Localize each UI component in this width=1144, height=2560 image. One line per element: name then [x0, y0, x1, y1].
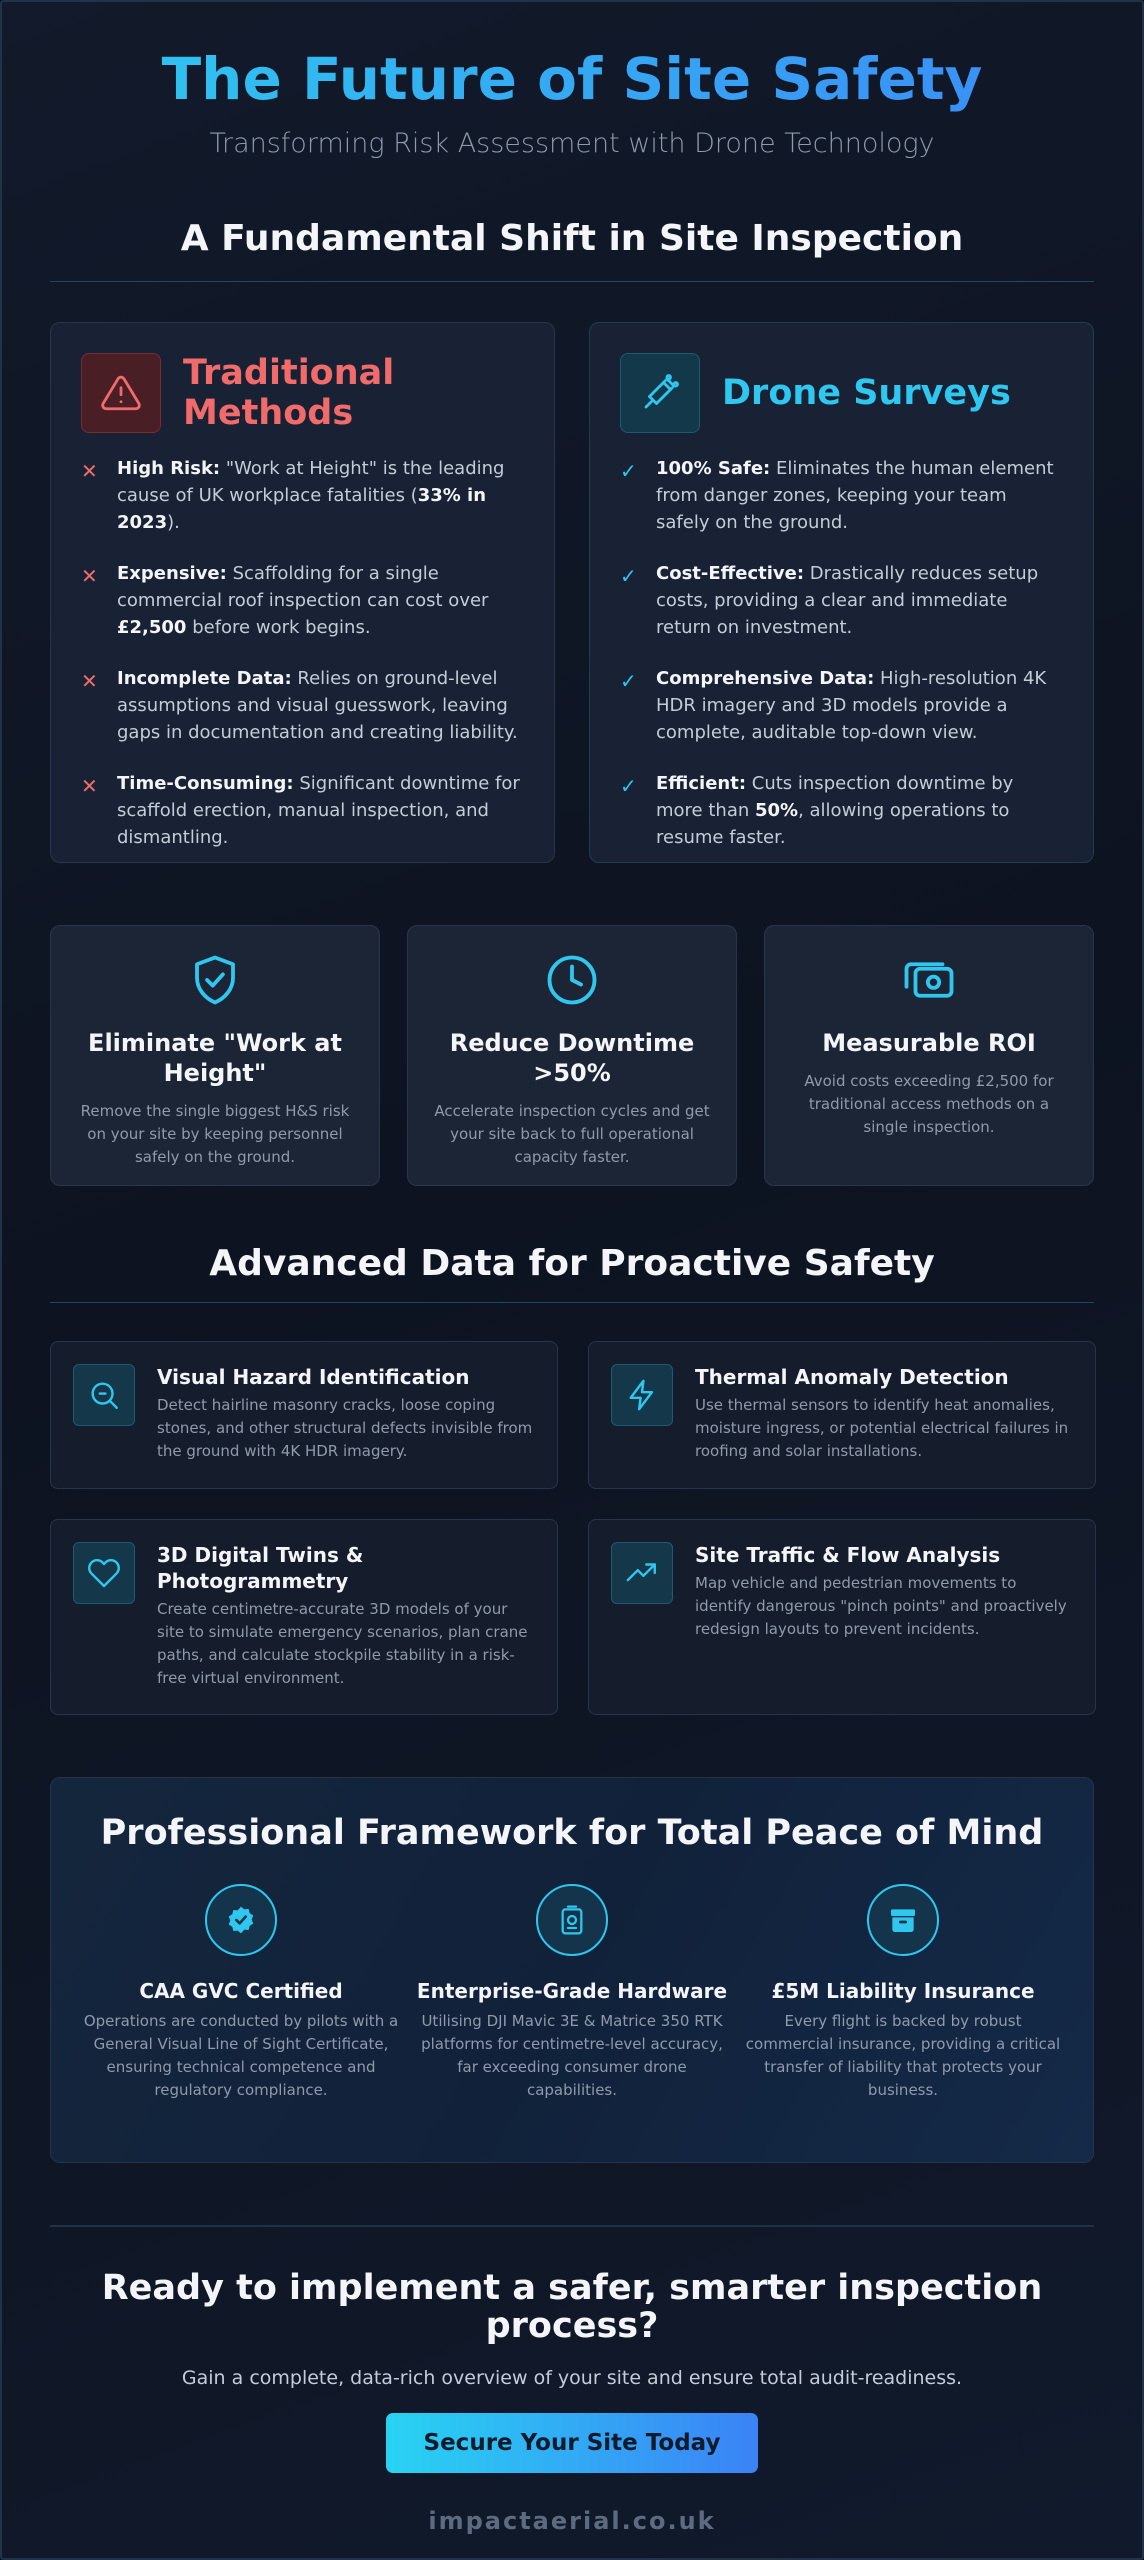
- archive-icon: [867, 1884, 939, 1956]
- hero-title: The Future of Site Safety: [50, 2, 1094, 114]
- feature-card: [588, 1519, 1096, 1715]
- comparison: [50, 322, 1094, 863]
- comparison-item: [620, 560, 1063, 641]
- divider: [50, 2225, 1094, 2227]
- framework-item-title: Enterprise-Grade Hardware: [416, 1979, 728, 2003]
- drone-card: [589, 322, 1094, 863]
- shield-check-icon: [73, 952, 357, 1008]
- comparison-item: [81, 770, 524, 851]
- framework-item-text: Utilising DJI Mavic 3E & Matrice 350 RTK platforms for centimetre-level accuracy, far exceeding consumer drone capabilities.: [421, 2012, 723, 2099]
- framework-item-text: Operations are conducted by pilots with a General Visual Line of Sight Certificate, ensuring technical competence and regulatory compliance.: [83, 2012, 399, 2099]
- x-mark-icon: ✕: [81, 774, 98, 798]
- feature-card: [50, 1341, 558, 1489]
- feature-card: [588, 1341, 1096, 1489]
- drone-icon: [620, 353, 700, 433]
- hardware-icon: [536, 1884, 608, 1956]
- badge-check-icon: [205, 1884, 277, 1956]
- x-mark-icon: ✕: [81, 564, 98, 588]
- framework-item-text: Every flight is backed by robust commercial insurance, providing a critical transfer of liability that protects your business.: [745, 2012, 1061, 2099]
- heart-icon: [73, 1542, 135, 1604]
- warning-triangle-icon: [81, 353, 161, 433]
- comparison-item-text: Expensive: Scaffolding for a single commercial roof inspection can cost over £2,500 before work begins.: [117, 563, 489, 638]
- comparison-item: [81, 455, 524, 536]
- comparison-item-text: Cost-Effective: Drastically reduces setup costs, providing a clear and immediate return on investment.: [656, 563, 1039, 638]
- secure-site-button[interactable]: Secure Your Site Today: [386, 2413, 758, 2473]
- drone-title: Drone Surveys: [722, 373, 1011, 413]
- feature-title: Thermal Anomaly Detection: [695, 1365, 1009, 1389]
- benefits-row: [50, 925, 1094, 1186]
- x-mark-icon: ✕: [81, 669, 98, 693]
- benefit-text: Remove the single biggest H&S risk on your site by keeping personnel safely on the ground.: [80, 1102, 350, 1166]
- feature-text: Detect hairline masonry cracks, loose coping stones, and other structural defects invisible from the ground with 4K HDR imagery.: [157, 1396, 533, 1460]
- money-icon: [787, 952, 1071, 1008]
- benefit-card: [50, 925, 380, 1186]
- comparison-item-text: 100% Safe: Eliminates the human element from danger zones, keeping your team safely on the ground.: [656, 458, 1054, 533]
- check-mark-icon: ✓: [620, 564, 637, 588]
- framework-panel: [50, 1777, 1094, 2163]
- feature-card: [50, 1519, 558, 1715]
- check-mark-icon: ✓: [620, 669, 637, 693]
- comparison-item-text: Efficient: Cuts inspection downtime by more than 50%, allowing operations to resume faster.: [656, 773, 1014, 848]
- feature-title: 3D Digital Twins & Photogrammetry: [157, 1543, 364, 1593]
- check-mark-icon: ✓: [620, 459, 637, 483]
- x-mark-icon: ✕: [81, 459, 98, 483]
- benefit-text: Avoid costs exceeding £2,500 for traditional access methods on a single inspection.: [804, 1072, 1054, 1136]
- lightning-icon: [611, 1364, 673, 1426]
- feature-text: Use thermal sensors to identify heat anomalies, moisture ingress, or potential electrical failures in roofing and solar installations.: [695, 1396, 1069, 1460]
- section-title-advanced: Advanced Data for Proactive Safety: [209, 1243, 935, 1284]
- benefit-title: Measurable ROI: [822, 1029, 1036, 1057]
- comparison-item: [81, 560, 524, 641]
- feature-text: Create centimetre-accurate 3D models of your site to simulate emergency scenarios, plan crane paths, and calculate stockpile stability in a risk-free virtual environment.: [157, 1600, 528, 1687]
- divider: [50, 281, 1094, 282]
- framework-title: Professional Framework for Total Peace of Mind: [100, 1813, 1044, 1853]
- framework-item: [81, 1884, 401, 2102]
- feature-text: Map vehicle and pedestrian movements to identify dangerous "pinch points" and proactively redesign layouts to prevent incidents.: [695, 1574, 1067, 1638]
- framework-item-title: CAA GVC Certified: [139, 1979, 343, 2003]
- benefit-card: [764, 925, 1094, 1186]
- benefit-title: Reduce Downtime >50%: [449, 1029, 695, 1087]
- comparison-item-text: Incomplete Data: Relies on ground-level assumptions and visual guesswork, leaving gaps in documentation and creating liability.: [117, 668, 518, 743]
- comparison-item-text: Comprehensive Data: High-resolution 4K HDR imagery and 3D models provide a complete, auditable top-down view.: [656, 668, 1047, 743]
- comparison-item: [620, 665, 1063, 746]
- trend-up-icon: [611, 1542, 673, 1604]
- features-grid: [50, 1341, 1094, 1715]
- hero-subtitle: Transforming Risk Assessment with Drone Technology: [209, 128, 935, 159]
- comparison-item: [81, 665, 524, 746]
- traditional-title: Traditional Methods: [183, 353, 395, 433]
- comparison-item-text: High Risk: "Work at Height" is the leading cause of UK workplace fatalities (33% in 2023).: [117, 458, 505, 533]
- comparison-item: [620, 455, 1063, 536]
- cta-subtitle: Gain a complete, data-rich overview of your site and ensure total audit-readiness.: [181, 2367, 963, 2389]
- check-mark-icon: ✓: [620, 774, 637, 798]
- benefit-title: Eliminate "Work at Height": [88, 1029, 342, 1087]
- comparison-item: [620, 770, 1063, 851]
- cta-title: Ready to implement a safer, smarter inspection process?: [101, 2268, 1043, 2346]
- footer-domain-link[interactable]: impactaerial.co.uk: [428, 2507, 716, 2535]
- framework-item: [743, 1884, 1063, 2102]
- framework-item-title: £5M Liability Insurance: [771, 1979, 1035, 2003]
- framework-item: [412, 1884, 732, 2102]
- benefit-card: [407, 925, 737, 1186]
- feature-title: Visual Hazard Identification: [157, 1365, 470, 1389]
- comparison-item-text: Time-Consuming: Significant downtime for scaffold erection, manual inspection, and dismantling.: [117, 773, 520, 848]
- benefit-text: Accelerate inspection cycles and get your site back to full operational capacity faster.: [434, 1102, 710, 1166]
- traditional-card: [50, 322, 555, 863]
- clock-icon: [430, 952, 714, 1008]
- search-zoom-icon: [73, 1364, 135, 1426]
- section-title-shift: A Fundamental Shift in Site Inspection: [180, 218, 964, 259]
- divider: [50, 1302, 1094, 1303]
- feature-title: Site Traffic & Flow Analysis: [695, 1543, 1001, 1567]
